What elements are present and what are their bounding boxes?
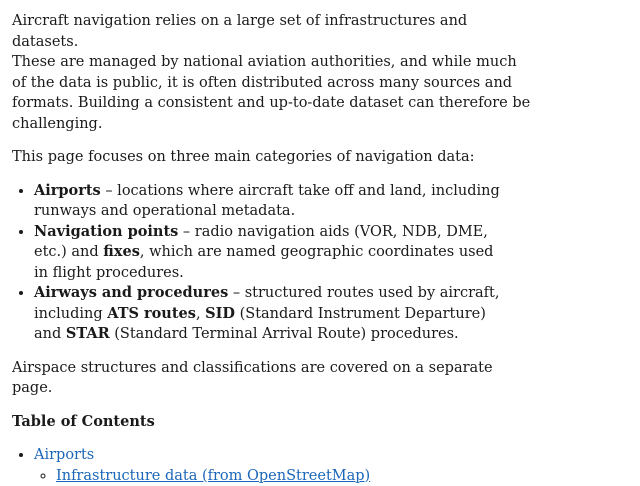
toc-title: Table of Contents	[12, 412, 628, 433]
toc-link-airports[interactable]: Airports	[34, 447, 94, 463]
table-of-contents	[12, 445, 628, 486]
toc-link-infrastructure-data[interactable]: Infrastructure data (from OpenStreetMap)	[56, 468, 370, 484]
toc-subitem	[56, 466, 526, 486]
desc-navigation-points-a: – radio navigation aids (VOR, NDB, DME, etc.) and	[34, 224, 488, 261]
desc-airways-g: (Standard Terminal Arrival Route) procedures.	[110, 326, 459, 342]
term-airports: Airports	[34, 182, 101, 199]
airspace-note: Airspace structures and classifications are covered on a separate page.	[12, 358, 532, 399]
term-fixes: fixes	[103, 243, 140, 260]
desc-navigation-points-c: , which are named geographic coordinates used in flight procedures.	[34, 244, 493, 281]
toc-sublist-airports	[34, 466, 504, 486]
term-sid: SID	[205, 305, 235, 322]
list-item-navigation-points	[34, 222, 504, 284]
term-airways: Airways and procedures	[34, 284, 228, 301]
term-navigation-points: Navigation points	[34, 223, 178, 240]
term-star: STAR	[66, 325, 110, 342]
intro-paragraph	[12, 11, 532, 134]
term-ats-routes: ATS routes	[107, 305, 196, 322]
desc-airways-a: – structured routes used by aircraft, including	[34, 285, 499, 322]
desc-airways-c: ,	[196, 306, 205, 322]
desc-airports: – locations where aircraft take off and land, including runways and operational metadata.	[34, 183, 500, 220]
desc-airways-e: (Standard Instrument Departure) and	[34, 306, 486, 343]
list-item-airways	[34, 283, 504, 345]
category-list	[12, 181, 628, 345]
focus-paragraph: This page focuses on three main categories of navigation data:	[12, 147, 532, 168]
toc-item-airports	[34, 445, 504, 486]
list-item-airports	[34, 181, 504, 222]
intro-line-1: Aircraft navigation relies on a large set of infrastructures and datasets.	[12, 13, 467, 50]
intro-line-2: These are managed by national aviation authorities, and while much of the data is public, it is often distributed across many sources and formats. Building a consistent and up-to-date dataset can therefore be challenging.	[12, 54, 530, 132]
